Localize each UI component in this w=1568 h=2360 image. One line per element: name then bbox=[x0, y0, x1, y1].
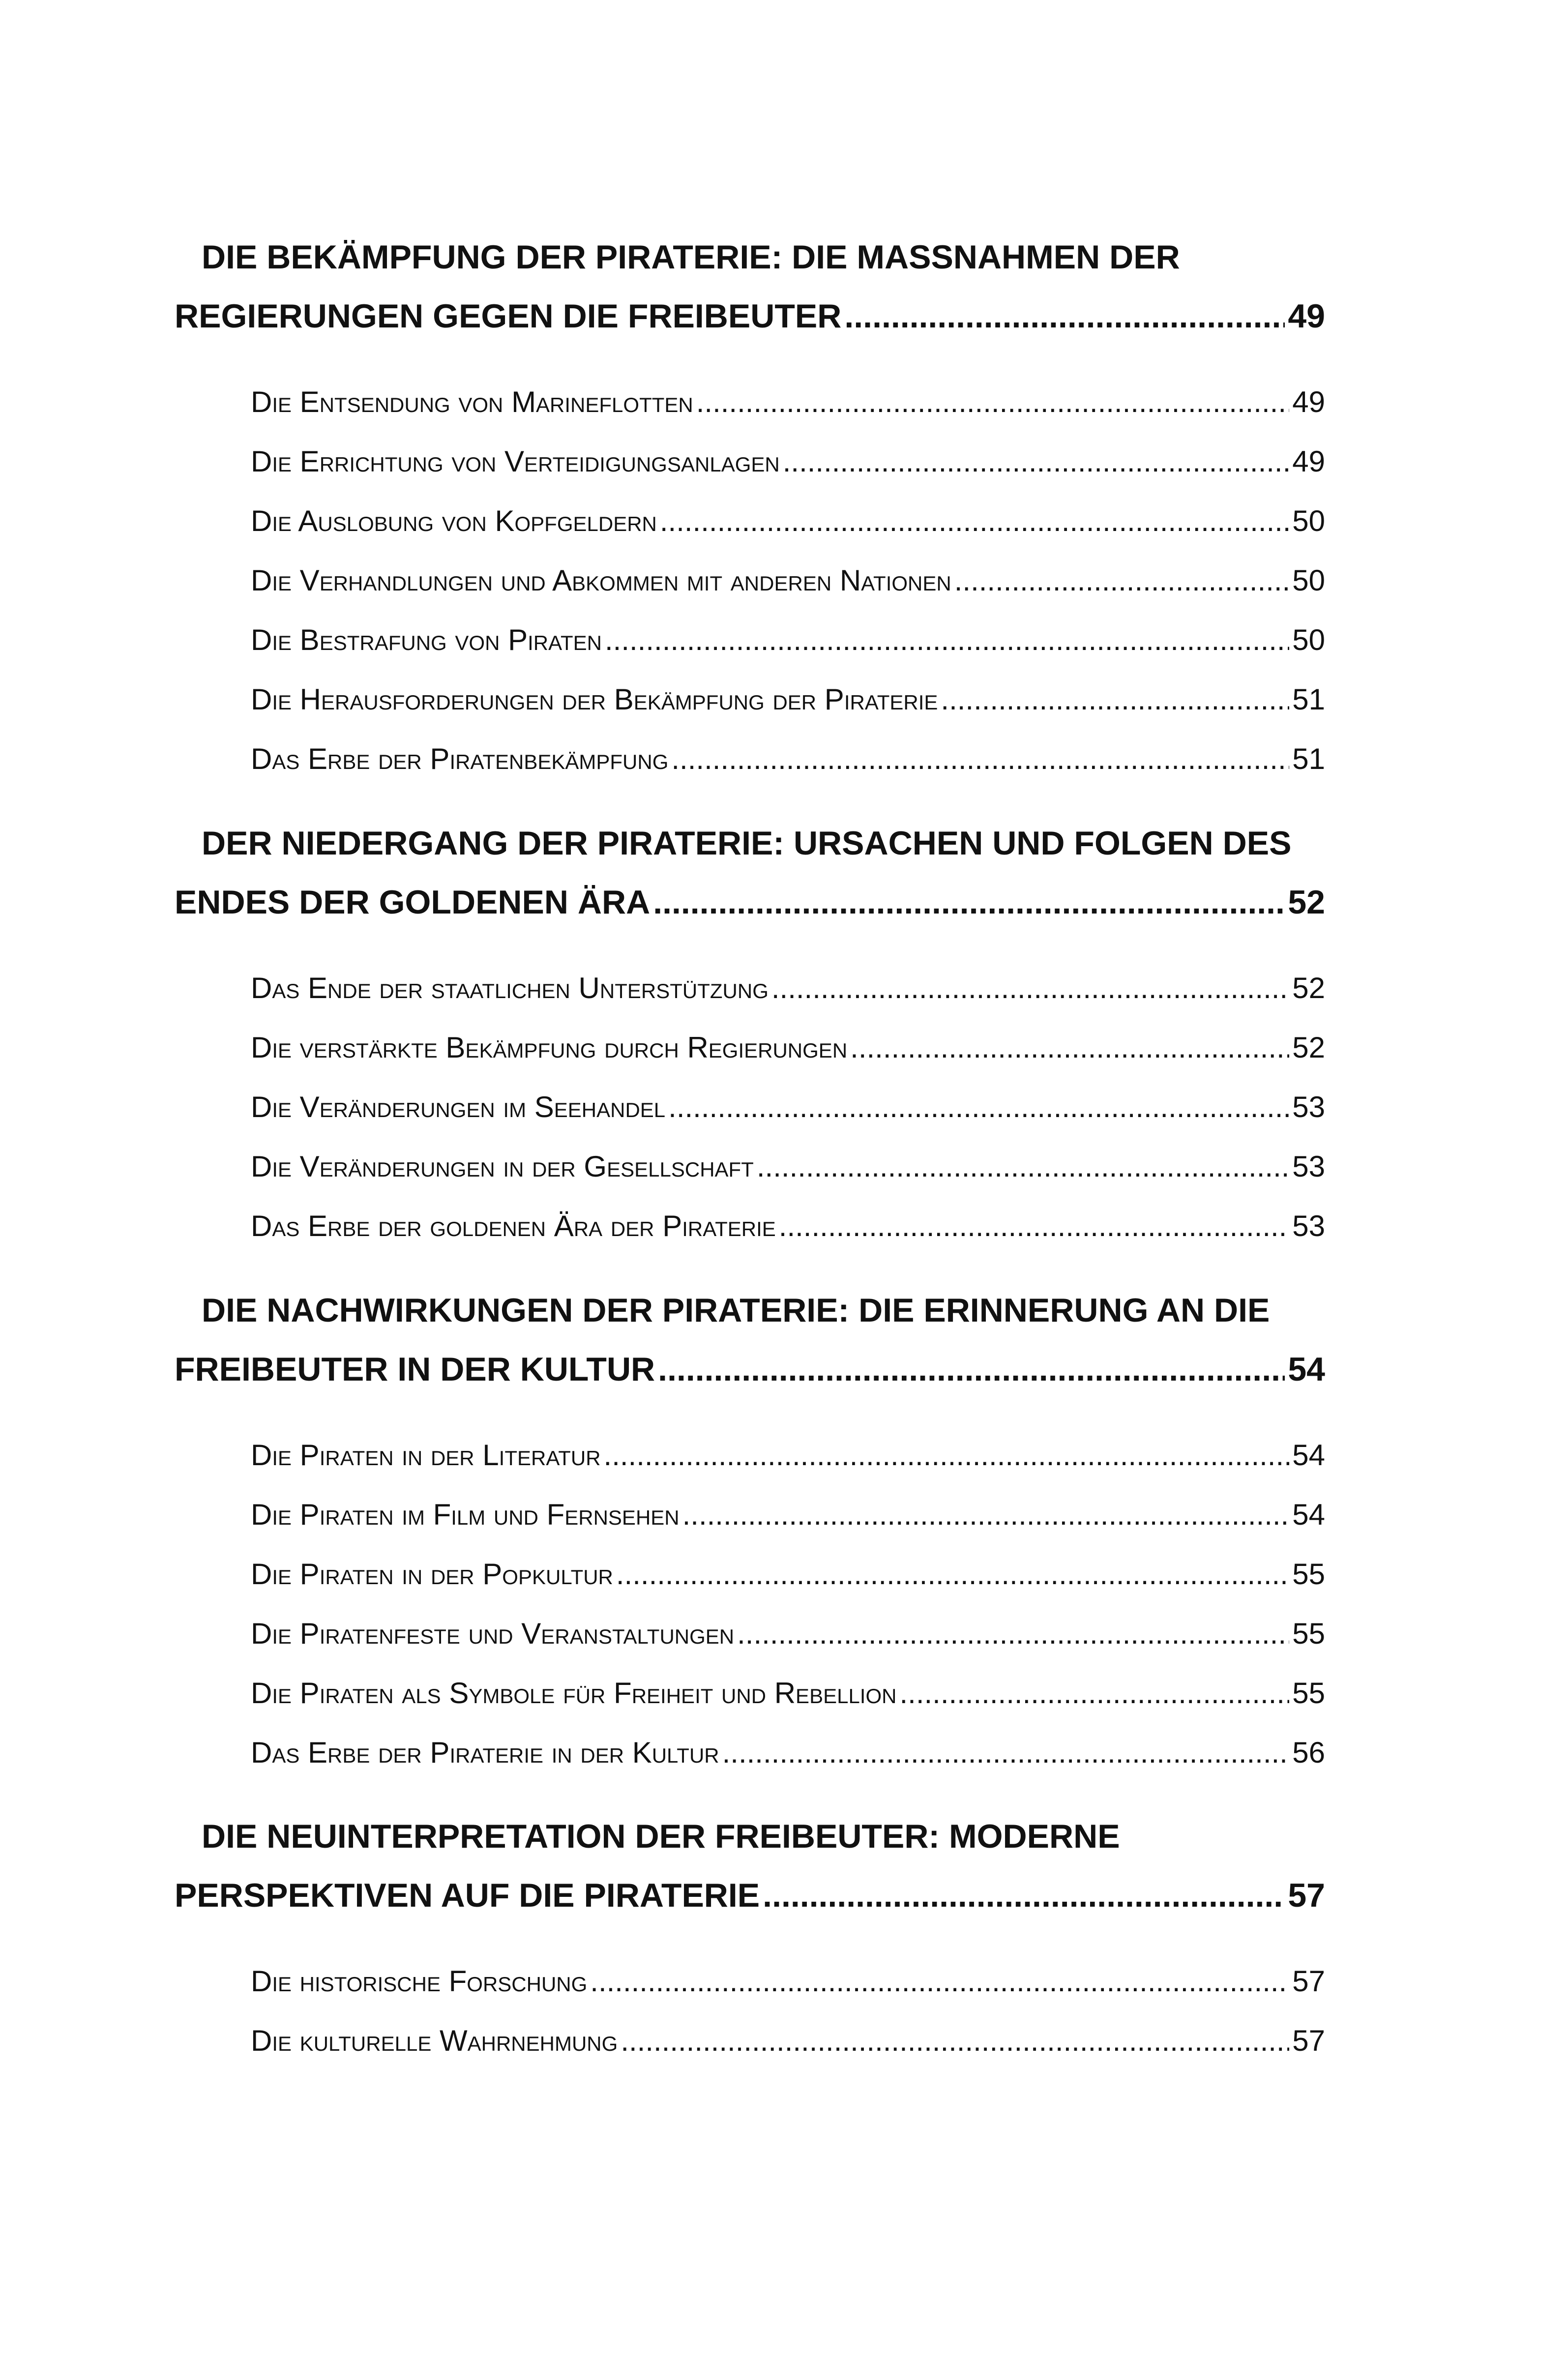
section-label: Die Piraten im Film und Fernsehen bbox=[251, 1498, 680, 1531]
toc-section-entry[interactable] bbox=[251, 551, 1325, 610]
toc-section-entry[interactable] bbox=[251, 1723, 1325, 1782]
toc-section-entry[interactable] bbox=[251, 959, 1325, 1018]
dot-leader bbox=[605, 611, 1289, 670]
section-page-number: 54 bbox=[1292, 1498, 1325, 1531]
chapter-entry[interactable] bbox=[175, 873, 1325, 932]
dot-leader bbox=[658, 1340, 1285, 1399]
section-page-number: 49 bbox=[1292, 445, 1325, 478]
dot-leader bbox=[737, 1604, 1289, 1663]
section-label: Die Veränderungen in der Gesellschaft bbox=[251, 1150, 754, 1183]
toc-section-entry[interactable] bbox=[251, 1664, 1325, 1723]
section-page-number: 49 bbox=[1292, 385, 1325, 418]
section-label: Die historische Forschung bbox=[251, 1965, 588, 1998]
chapter-title-line1: DIE NACHWIRKUNGEN DER PIRATERIE: DIE ERINNERUNG AN DIE bbox=[202, 1292, 1270, 1329]
section-page-number: 53 bbox=[1292, 1091, 1325, 1123]
toc-section-entry[interactable] bbox=[251, 1197, 1325, 1256]
section-label: Das Erbe der goldenen Ära der Piraterie bbox=[251, 1210, 776, 1242]
dot-leader bbox=[653, 873, 1285, 932]
section-page-number: 50 bbox=[1292, 564, 1325, 597]
section-label: Das Ende der staatlichen Unterstützung bbox=[251, 972, 769, 1004]
toc-section-entry[interactable] bbox=[251, 1545, 1325, 1604]
section-label: Das Erbe der Piratenbekämpfung bbox=[251, 742, 669, 775]
dot-leader bbox=[783, 432, 1290, 491]
section-page-number: 55 bbox=[1292, 1558, 1325, 1591]
section-page-number: 57 bbox=[1292, 1965, 1325, 1998]
toc-section-entry[interactable] bbox=[251, 1426, 1325, 1485]
toc-section-entry[interactable] bbox=[251, 1137, 1325, 1196]
section-label: Die Piraten als Symbole für Freiheit und Rebellion bbox=[251, 1677, 897, 1710]
chapter-page-number: 57 bbox=[1288, 1877, 1325, 1914]
dot-leader bbox=[844, 287, 1285, 346]
section-page-number: 56 bbox=[1292, 1736, 1325, 1769]
dot-leader bbox=[763, 1866, 1285, 1925]
dot-leader bbox=[668, 1078, 1289, 1137]
chapter-title-line2: ENDES DER GOLDENEN ÄRA bbox=[175, 884, 651, 921]
chapter-title-line1: DIE BEKÄMPFUNG DER PIRATERIE: DIE MASSNAHMEN DER bbox=[202, 238, 1180, 276]
section-page-number: 51 bbox=[1292, 742, 1325, 775]
section-label: Die Bestrafung von Piraten bbox=[251, 623, 602, 656]
section-label: Die verstärkte Bekämpfung durch Regierungen bbox=[251, 1031, 848, 1064]
dot-leader bbox=[616, 1545, 1289, 1604]
toc-section-entry[interactable] bbox=[251, 2011, 1325, 2070]
dot-leader bbox=[771, 959, 1289, 1018]
dot-leader bbox=[779, 1197, 1289, 1256]
chapter-title-line1: DIE NEUINTERPRETATION DER FREIBEUTER: MODERNE bbox=[202, 1818, 1120, 1855]
toc-section-entry[interactable] bbox=[251, 1952, 1325, 2011]
section-page-number: 50 bbox=[1292, 504, 1325, 537]
dot-leader bbox=[850, 1018, 1289, 1077]
dot-leader bbox=[941, 670, 1289, 729]
toc-section-entry[interactable] bbox=[251, 611, 1325, 670]
chapter-title-line2: REGIERUNGEN GEGEN DIE FREIBEUTER bbox=[175, 297, 842, 335]
chapter-title-line2: FREIBEUTER IN DER KULTUR bbox=[175, 1351, 655, 1388]
section-label: Die Veränderungen im Seehandel bbox=[251, 1091, 666, 1123]
section-page-number: 54 bbox=[1292, 1439, 1325, 1472]
section-label: Die Entsendung von Marineflotten bbox=[251, 385, 693, 418]
dot-leader bbox=[671, 730, 1289, 789]
chapter-title-line2: PERSPEKTIVEN AUF DIE PIRATERIE bbox=[175, 1877, 760, 1914]
section-page-number: 52 bbox=[1292, 972, 1325, 1004]
dot-leader bbox=[757, 1137, 1289, 1196]
section-label: Die Errichtung von Verteidigungsanlagen bbox=[251, 445, 780, 478]
dot-leader bbox=[590, 1952, 1289, 2011]
toc-section-entry[interactable] bbox=[251, 670, 1325, 729]
dot-leader bbox=[604, 1426, 1290, 1485]
section-page-number: 57 bbox=[1292, 2024, 1325, 2057]
dot-leader bbox=[954, 551, 1290, 610]
section-label: Die Piratenfeste und Veranstaltungen bbox=[251, 1617, 735, 1650]
chapter-entry[interactable] bbox=[175, 287, 1325, 346]
section-page-number: 53 bbox=[1292, 1210, 1325, 1242]
toc-section-entry[interactable] bbox=[251, 1078, 1325, 1137]
chapter-page-number: 54 bbox=[1288, 1351, 1325, 1388]
section-page-number: 50 bbox=[1292, 623, 1325, 656]
section-page-number: 52 bbox=[1292, 1031, 1325, 1064]
toc-section-entry[interactable] bbox=[251, 1485, 1325, 1544]
section-label: Die Herausforderungen der Bekämpfung der Piraterie bbox=[251, 683, 938, 716]
section-label: Die Verhandlungen und Abkommen mit anderen Nationen bbox=[251, 564, 951, 597]
toc-section-entry[interactable] bbox=[251, 730, 1325, 789]
toc-section-entry[interactable] bbox=[251, 492, 1325, 551]
toc-section-entry[interactable] bbox=[251, 1018, 1325, 1077]
chapter-page-number: 52 bbox=[1288, 884, 1325, 921]
toc-section-entry[interactable] bbox=[251, 432, 1325, 491]
section-label: Die Auslobung von Kopfgeldern bbox=[251, 504, 657, 537]
dot-leader bbox=[682, 1485, 1290, 1544]
toc-section-entry[interactable] bbox=[251, 373, 1325, 432]
chapter-entry[interactable] bbox=[175, 1866, 1325, 1925]
chapter-page-number: 49 bbox=[1288, 297, 1325, 335]
section-label: Die kulturelle Wahrnehmung bbox=[251, 2024, 618, 2057]
toc-section-entry[interactable] bbox=[251, 1604, 1325, 1663]
section-label: Das Erbe der Piraterie in der Kultur bbox=[251, 1736, 719, 1769]
section-page-number: 55 bbox=[1292, 1677, 1325, 1710]
section-label: Die Piraten in der Popkultur bbox=[251, 1558, 613, 1591]
chapter-title-line1: DER NIEDERGANG DER PIRATERIE: URSACHEN UND FOLGEN DES bbox=[202, 825, 1292, 862]
section-page-number: 53 bbox=[1292, 1150, 1325, 1183]
dot-leader bbox=[660, 492, 1289, 551]
dot-leader bbox=[722, 1723, 1290, 1782]
chapter-entry[interactable] bbox=[175, 1340, 1325, 1399]
section-page-number: 51 bbox=[1292, 683, 1325, 716]
section-label: Die Piraten in der Literatur bbox=[251, 1439, 601, 1472]
dot-leader bbox=[621, 2011, 1289, 2070]
dot-leader bbox=[696, 373, 1290, 432]
dot-leader bbox=[899, 1664, 1289, 1723]
section-page-number: 55 bbox=[1292, 1617, 1325, 1650]
